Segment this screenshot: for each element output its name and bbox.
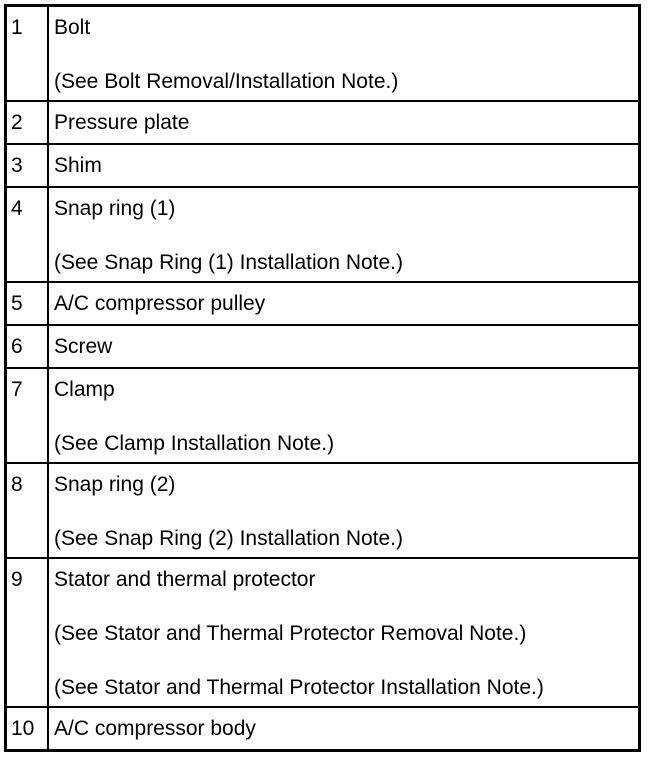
- part-description: [48, 144, 640, 187]
- parts-table: [4, 4, 641, 752]
- part-note: (See Snap Ring (2) Installation Note.): [54, 527, 404, 550]
- part-description: [48, 325, 640, 368]
- part-note: (See Stator and Thermal Protector Removal Note.): [54, 622, 527, 645]
- table-row: [6, 282, 640, 325]
- part-number: 5: [6, 282, 49, 325]
- part-name: Snap ring (1): [54, 197, 176, 220]
- table-row: [6, 187, 640, 282]
- part-description: [48, 187, 640, 282]
- part-number: 1: [6, 6, 49, 102]
- part-name: A/C compressor body: [54, 717, 256, 740]
- table-row: [6, 707, 640, 751]
- table-row: [6, 368, 640, 463]
- part-description: [48, 558, 640, 707]
- part-note: (See Stator and Thermal Protector Installation Note.): [54, 676, 544, 699]
- part-name: Stator and thermal protector: [54, 568, 316, 591]
- part-number: 9: [6, 558, 49, 707]
- part-number: 10: [6, 707, 49, 751]
- table-row: [6, 6, 640, 102]
- part-note: (See Clamp Installation Note.): [54, 432, 335, 455]
- part-name: Snap ring (2): [54, 473, 176, 496]
- part-name: Shim: [54, 154, 102, 177]
- part-description: [48, 101, 640, 144]
- table-row: [6, 144, 640, 187]
- part-note: (See Snap Ring (1) Installation Note.): [54, 251, 404, 274]
- part-name: Clamp: [54, 378, 115, 401]
- table-row: [6, 101, 640, 144]
- part-description: [48, 707, 640, 751]
- part-number: 6: [6, 325, 49, 368]
- table-row: [6, 325, 640, 368]
- part-number: 4: [6, 187, 49, 282]
- part-description: [48, 368, 640, 463]
- table-row: [6, 558, 640, 707]
- part-note: (See Bolt Removal/Installation Note.): [54, 70, 399, 93]
- part-number: 8: [6, 463, 49, 558]
- table-row: [6, 463, 640, 558]
- part-name: Bolt: [54, 16, 91, 39]
- part-number: 2: [6, 101, 49, 144]
- part-description: [48, 6, 640, 102]
- part-description: [48, 282, 640, 325]
- part-number: 3: [6, 144, 49, 187]
- part-number: 7: [6, 368, 49, 463]
- part-name: A/C compressor pulley: [54, 292, 266, 315]
- part-name: Screw: [54, 335, 113, 358]
- part-name: Pressure plate: [54, 111, 190, 134]
- part-description: [48, 463, 640, 558]
